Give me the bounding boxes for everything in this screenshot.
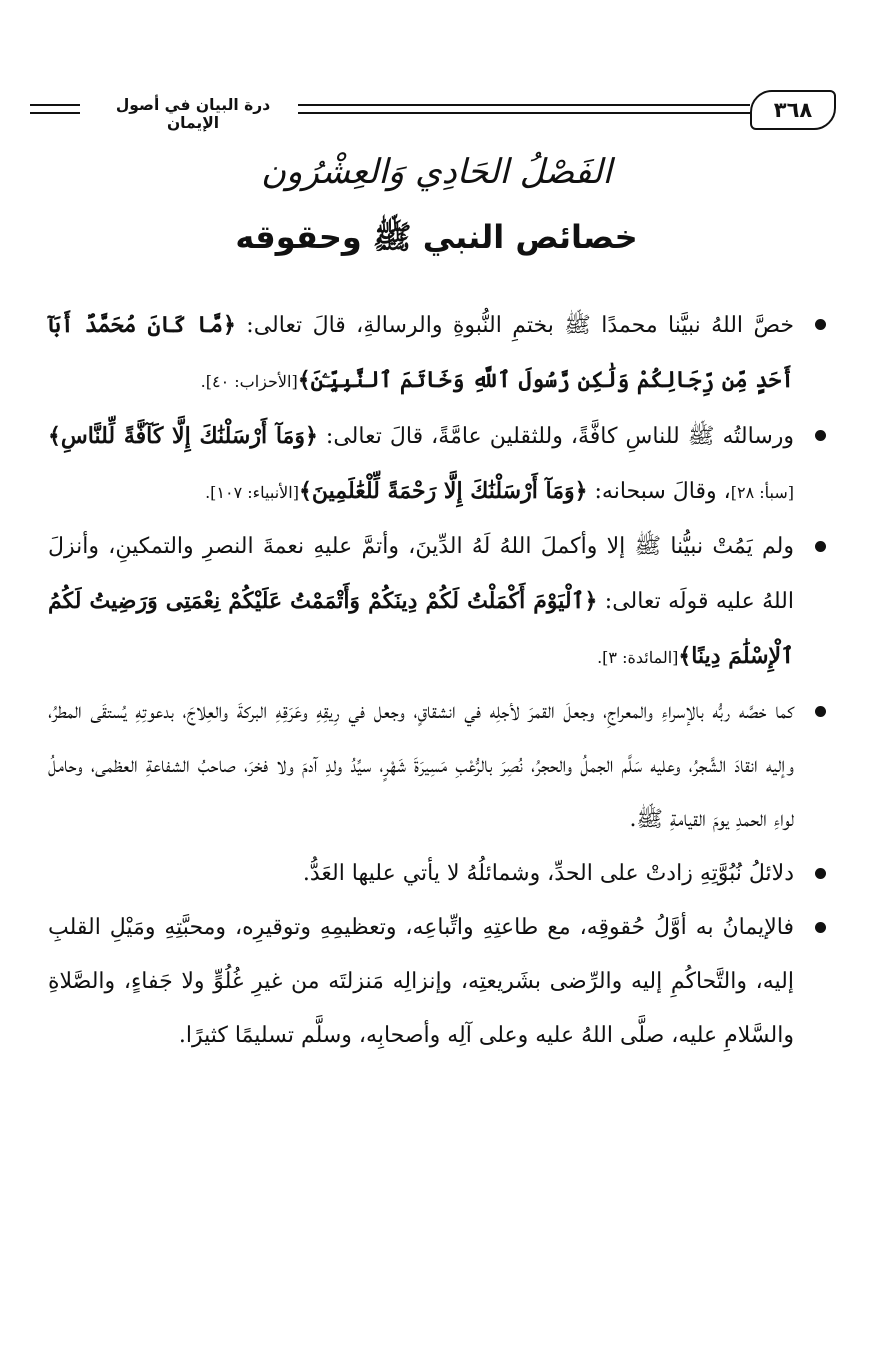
verse-reference: [الأحزاب: ٤٠].	[200, 372, 298, 391]
bullet-icon	[815, 922, 826, 933]
bullet-item	[48, 847, 828, 901]
item-text: فالإيمانُ به أوَّلُ حُقوقِه، مع طاعتِهِ واتِّباعِه، وتعظيمِهِ وتوقيرِه، ومحبَّتِهِ ومَيْلِ القلبِ إليه، والتَّحاكُمِ إليه والرِّضى بشَريعتِه، وإنزالِه مَنزلتَه من غيرِ غُلُوٍّ ولا جَفاءٍ، والصَّلاةِ والسَّلامِ عليه، صلَّى اللهُ عليه وعلى آلِه وأصحابِه، وسلَّم تسليمًا كثيرًا.	[48, 915, 794, 1048]
item-text: ورسالتُه ﷺ للناسِ كافَّةً، وللثقلين عامَّةً، قالَ تعالى:	[317, 424, 794, 449]
quran-verse: ﴿وَمَآ أَرْسَلْنَٰكَ إِلَّا رَحْمَةً لِّلْعَٰلَمِينَ﴾	[298, 478, 588, 504]
chapter-title: الفَصْلُ الحَادِي وَالعِشْرُون	[261, 152, 612, 192]
section-title: خصائص النبي ﷺ وحقوقه	[235, 218, 638, 256]
quran-verse: ﴿ٱلْيَوْمَ أَكْمَلْتُ لَكُمْ دِينَكُمْ وَأَتْمَمْتُ عَلَيْكُمْ نِعْمَتِى وَرَضِيتُ لَكُمُ ٱلْإِسْلَٰمَ دِينًا﴾	[48, 588, 794, 669]
item-text: دلائلُ نُبُوَّتِهِ زادتْ على الحدِّ، وشمائلُهُ لا يأتي عليها العَدُّ.	[302, 861, 794, 886]
item-text: خصَّ اللهُ نبيَّنا محمدًا ﷺ بختمِ النُّبوةِ والرسالةِ، قالَ تعالى:	[235, 313, 794, 338]
header-double-rule	[298, 104, 750, 114]
bullet-item	[48, 685, 828, 847]
bullet-item	[48, 298, 828, 409]
running-header	[30, 90, 836, 134]
quran-verse: ﴿مَّا كَانَ مُحَمَّدٌ أَبَآ أَحَدٍ مِّن رِّجَالِكُمْ وَلَٰكِن رَّسُولَ ٱللَّهِ وَخَاتَمَ ٱلنَّبِيِّـۧنَ﴾	[48, 312, 794, 393]
body-text	[48, 298, 828, 1063]
verse-reference: [المائدة: ٣].	[597, 648, 679, 667]
bullet-item	[48, 901, 828, 1063]
bullet-item	[48, 409, 828, 520]
verse-reference: [الأنبياء: ١٠٧].	[205, 483, 299, 502]
item-text: ، وقالَ سبحانه:	[587, 479, 731, 504]
quran-verse: ﴿وَمَآ أَرْسَلْنَٰكَ إِلَّا كَآفَّةً لِّلنَّاسِ﴾	[48, 423, 318, 449]
bullet-icon	[815, 541, 826, 552]
bullet-icon	[815, 319, 826, 330]
verse-reference: [سبأ: ٢٨]	[730, 483, 794, 502]
header-ornament-line	[30, 104, 80, 114]
running-title: درة البيان في أصول الإيمان	[115, 96, 271, 132]
bullet-icon	[815, 706, 826, 717]
item-text: كما خصَّه ربُّه بالإسراءِ والمعراجِ، وجعلَ القمرَ لأجلِه في انشقاقٍ، وجعل في رِيقِهِ وعَرَقِهِ البركةَ والعِلاجَ، بدعوتِهِ يُستقَى المطرُ، وإليه انقادَ الشَّجرُ، وعليه سَلَّم الجملُ والحجرُ، نُصِرَ بالرُّعْبِ مَسِيرَةَ شَهْرٍ، سيِّدُ ولدِ آدمَ ولا فخرَ، صاحبُ الشفاعةِ العظمى، وحاملُ لواءِ الحمدِ يومَ القيامةِ ﷺ.	[48, 699, 794, 832]
bullet-item	[48, 520, 828, 685]
item-text: ولم يَمُتْ نبيُّنا ﷺ إلا وأكملَ اللهُ لَهُ الدِّينَ، وأتمَّ عليهِ نعمةَ النصرِ والتمكينِ، وأنزلَ اللهُ عليه قولَه تعالى:	[48, 534, 794, 614]
bullet-icon	[815, 868, 826, 879]
bullet-icon	[815, 430, 826, 441]
page-number: ٣٦٨	[750, 90, 836, 130]
